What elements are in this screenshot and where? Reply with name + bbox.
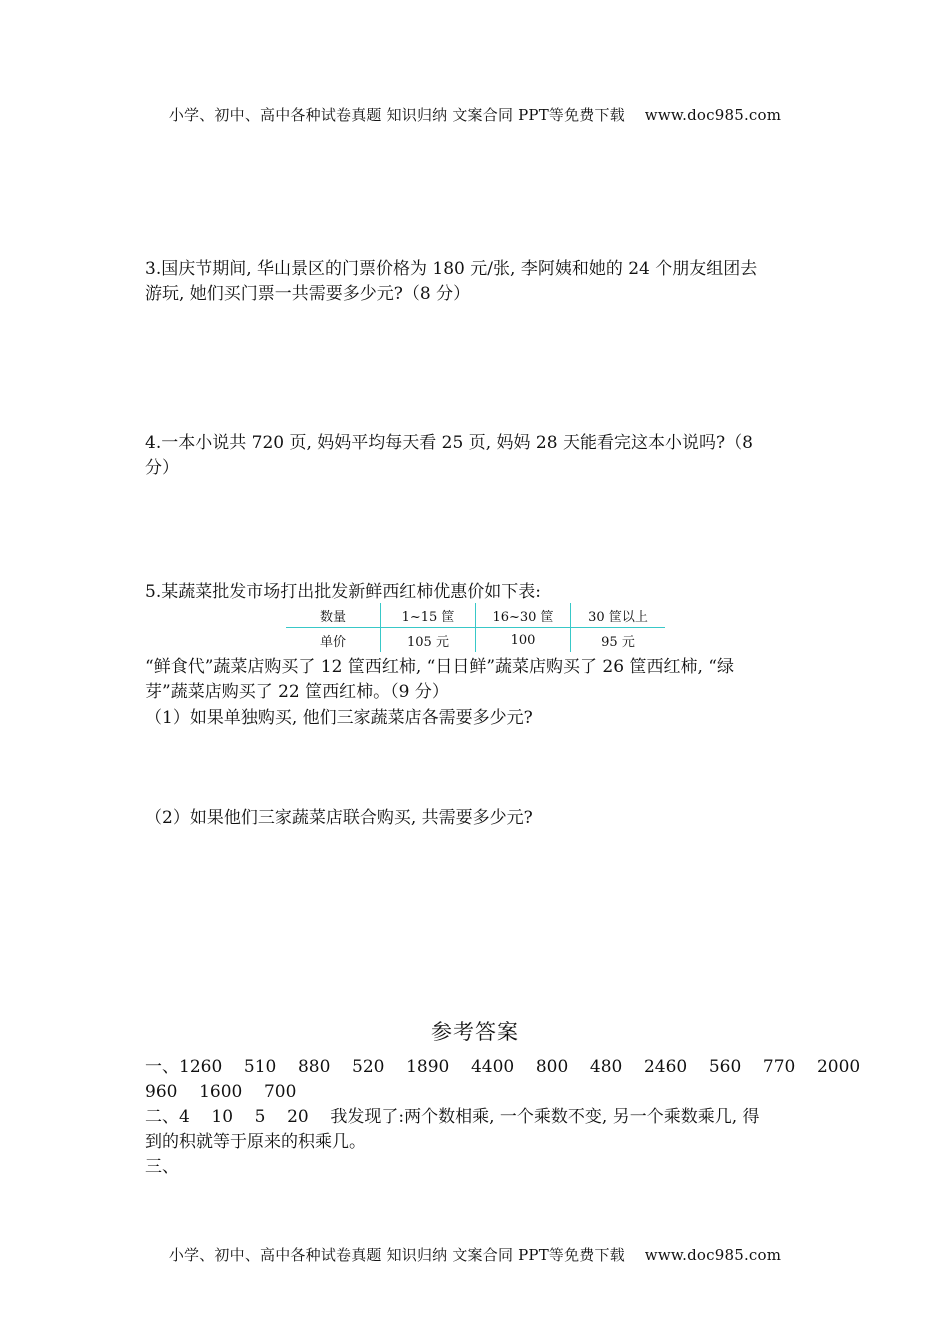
table-cell: 1~15 筐 [381,603,476,628]
answers-section [145,1055,861,1180]
question-3-line-2: 游玩, 她们买门票一共需要多少元?（8 分） [145,284,471,304]
answers-line-3: 二、4 10 5 20 我发现了:两个数相乘, 一个乘数不变, 另一个乘数乘几, 得 [145,1107,760,1127]
table-cell: 单价 [319,634,346,650]
price-table [286,603,665,652]
question-5-sub-1 [145,706,805,731]
question-4-line-1: 4.一本小说共 720 页, 妈妈平均每天看 25 页, 妈妈 28 天能看完这本小说吗?（8 [145,433,753,453]
table-cell: 数量 [286,603,381,628]
table-cell: 95 元 [571,628,666,653]
question-4-line-2: 分） [145,458,179,478]
answers-line-5: 三、 [145,1157,179,1177]
table-cell: 100 [476,628,571,653]
price-table-header-row [286,603,665,628]
table-cell: 16~30 筐 [476,603,571,628]
question-5-line-1: “鲜食代”蔬菜店购买了 12 筐西红柿, “日日鲜”蔬菜店购买了 26 筐西红柿, “绿 [145,657,734,677]
question-5-intro [145,580,805,605]
question-5-body [145,655,805,705]
question-5-intro-text: 5.某蔬菜批发市场打出批发新鲜西红柿优惠价如下表: [145,582,541,602]
question-4 [145,431,805,481]
price-table-price-row [286,628,665,653]
answers-line-4: 到的积就等于原来的积乘几。 [145,1132,366,1152]
page-footer: 小学、初中、高中各种试卷真题 知识归纳 文案合同 PPT等免费下载 www.doc985.com [168,1246,782,1264]
answers-line-2: 960 1600 700 [145,1082,297,1102]
question-5-sub-1-text: （1）如果单独购买, 他们三家蔬菜店各需要多少元? [145,708,533,728]
question-3 [145,257,805,307]
answers-line-1: 一、1260 510 880 520 1890 4400 800 480 2460 560 770 2000 [145,1057,861,1077]
question-3-line-1: 3.国庆节期间, 华山景区的门票价格为 180 元/张, 李阿姨和她的 24 个朋友组团去 [145,259,758,279]
answers-title: 参考答案 [431,1020,519,1044]
question-5-line-2: 芽”蔬菜店购买了 22 筐西红柿。（9 分） [145,682,449,702]
question-5-sub-2 [145,806,805,831]
table-cell: 30 筐以上 [571,603,666,628]
question-5-sub-2-text: （2）如果他们三家蔬菜店联合购买, 共需要多少元? [145,808,533,828]
page-header: 小学、初中、高中各种试卷真题 知识归纳 文案合同 PPT等免费下载 www.doc985.com [168,106,782,124]
table-cell: 105 元 [381,628,476,653]
